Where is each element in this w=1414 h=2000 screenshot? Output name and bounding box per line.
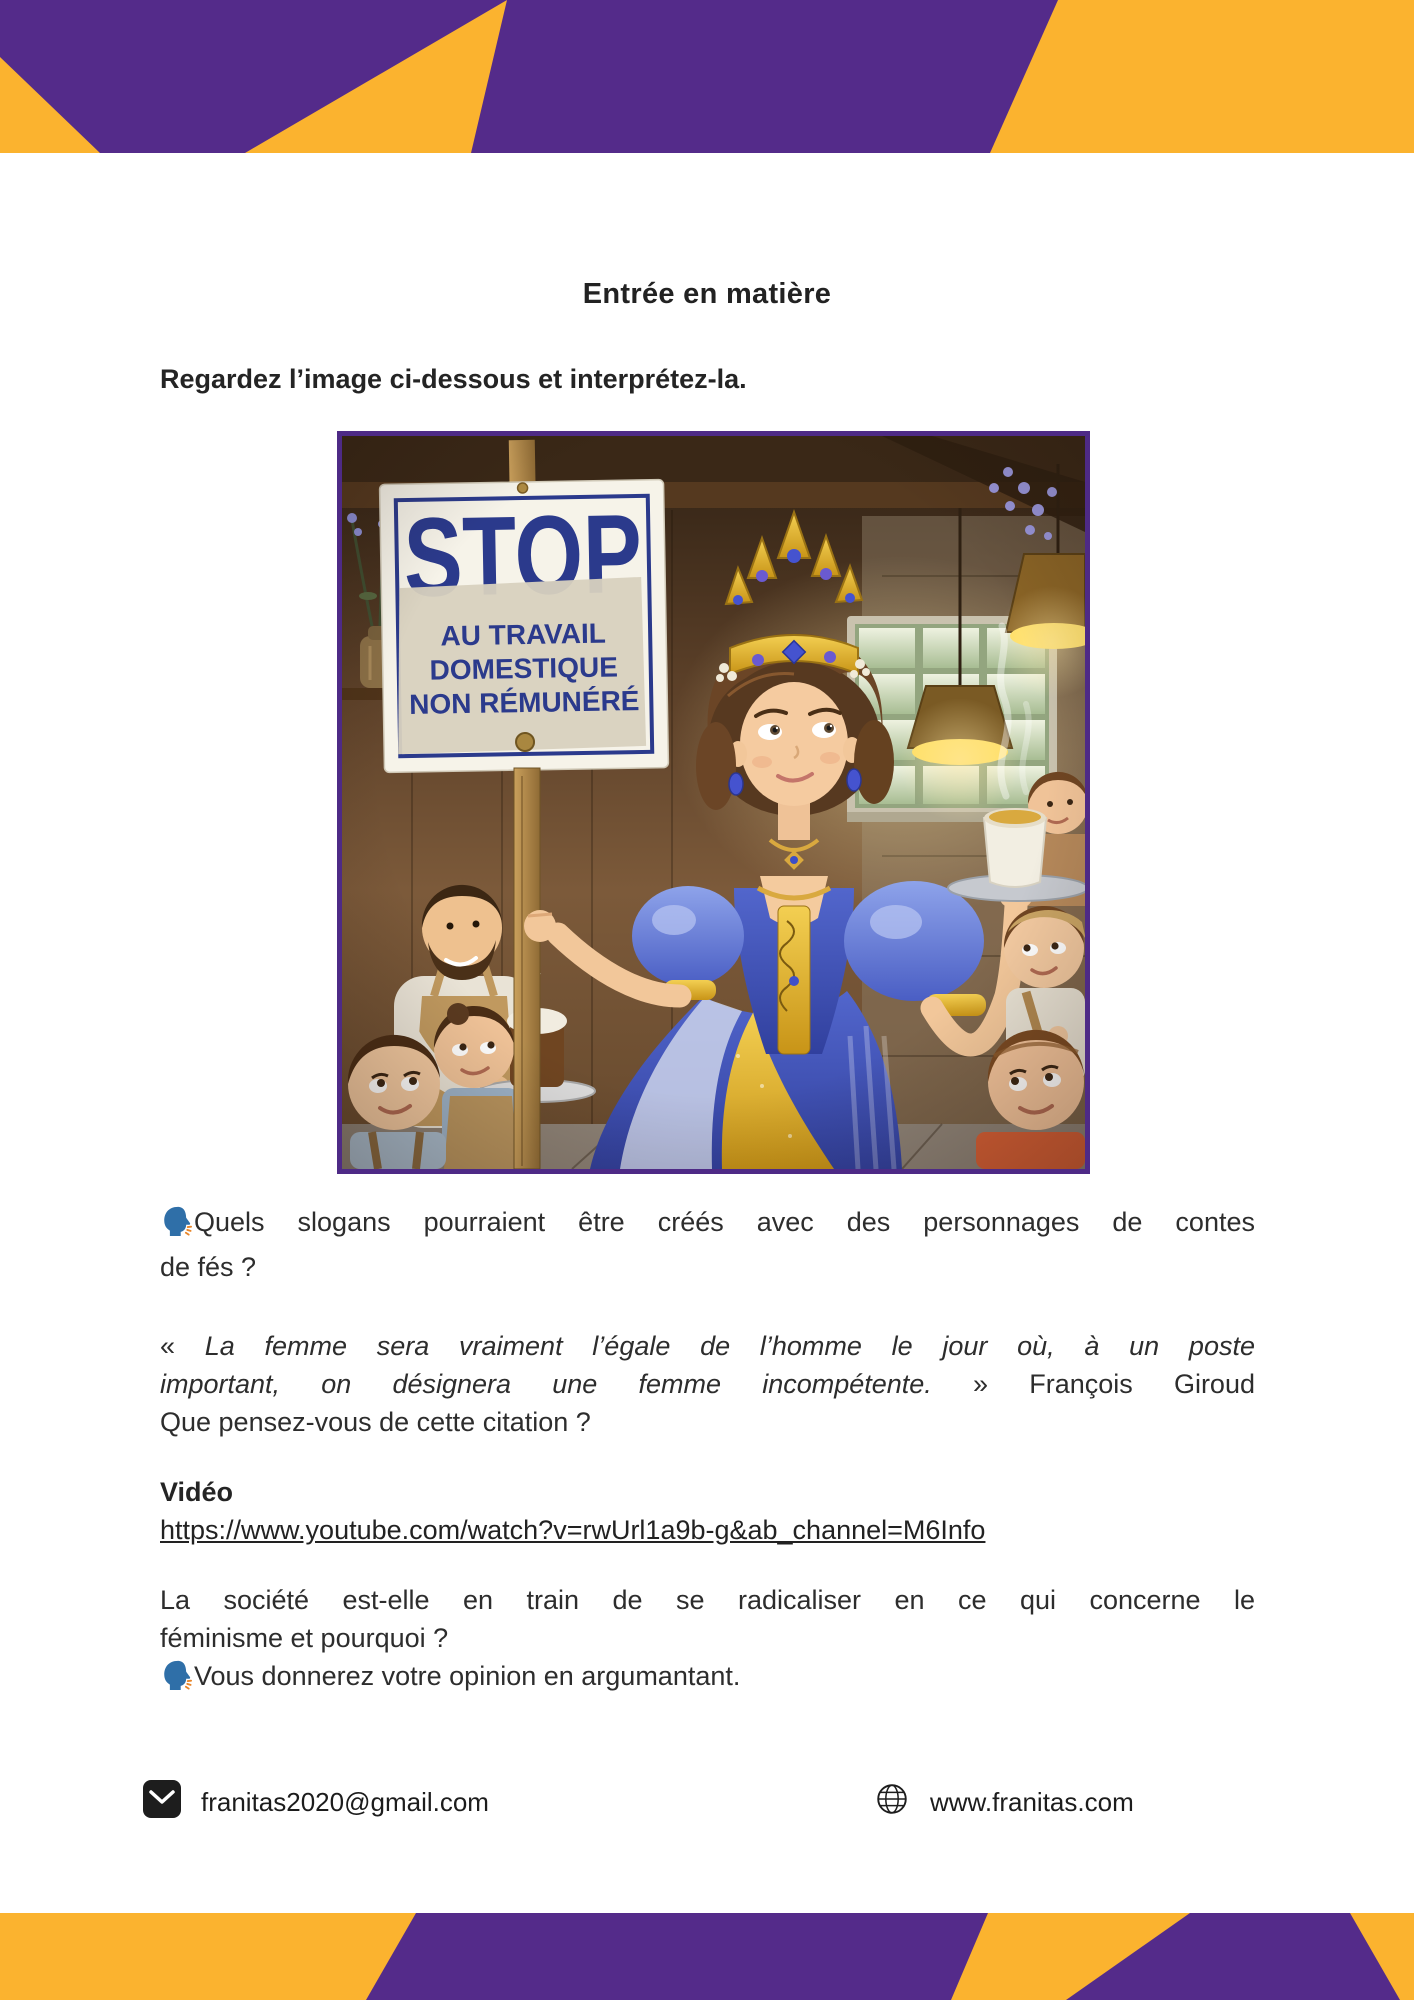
worksheet-image <box>337 431 1090 1174</box>
footer-website <box>873 1780 1134 1824</box>
footer-email-text: franitas2020@gmail.com <box>201 1786 489 1817</box>
question-slogans <box>160 1203 1255 1286</box>
question-society <box>160 1581 1255 1657</box>
footer-decoration <box>0 1913 1414 2000</box>
header-decoration <box>0 0 1414 153</box>
footer-email <box>142 1780 489 1824</box>
question-slogans-line1: Quels slogans pourraient être créés avec des personnages de contes <box>194 1207 1255 1237</box>
quote-paragraph <box>160 1327 1255 1403</box>
princess-illustration <box>342 436 1085 1169</box>
quote-close-mark: » <box>931 1369 1030 1399</box>
footer-website-text: www.franitas.com <box>930 1786 1134 1817</box>
question-society-line2: féminisme et pourquoi ? <box>160 1623 449 1653</box>
instruction-text: Regardez l’image ci-dessous et interprétez-la. <box>160 364 747 394</box>
quote-line1: La femme sera vraiment l’égale de l’homme le jour où, à un poste <box>204 1331 1255 1361</box>
video-link-row <box>160 1511 1255 1549</box>
quote-open-mark: « <box>160 1331 205 1361</box>
speaking-head-icon <box>160 1204 192 1248</box>
task-text: Vous donnerez votre opinion en argumantant. <box>194 1661 741 1691</box>
speaking-head-icon <box>160 1658 192 1702</box>
question-slogans-line2: de fés ? <box>160 1252 257 1282</box>
globe-icon <box>873 1779 911 1826</box>
question-society-line1: La société est-elle en train de se radicaliser en ce qui concerne le <box>160 1585 1255 1615</box>
page-title: Entrée en matière <box>582 278 832 310</box>
quote-line2: important, on désignera une femme incompétente. <box>160 1369 932 1399</box>
question-citation: Que pensez-vous de cette citation ? <box>160 1407 591 1437</box>
quote-attribution: François Giroud <box>1029 1369 1255 1399</box>
youtube-link[interactable]: https://www.youtube.com/watch?v=rwUrl1a9b-g&ab_channel=M6Info <box>160 1515 986 1545</box>
envelope-icon <box>142 1779 182 1826</box>
vignette <box>342 436 1085 1169</box>
video-label: Vidéo <box>160 1477 234 1507</box>
task-line <box>160 1657 1255 1702</box>
